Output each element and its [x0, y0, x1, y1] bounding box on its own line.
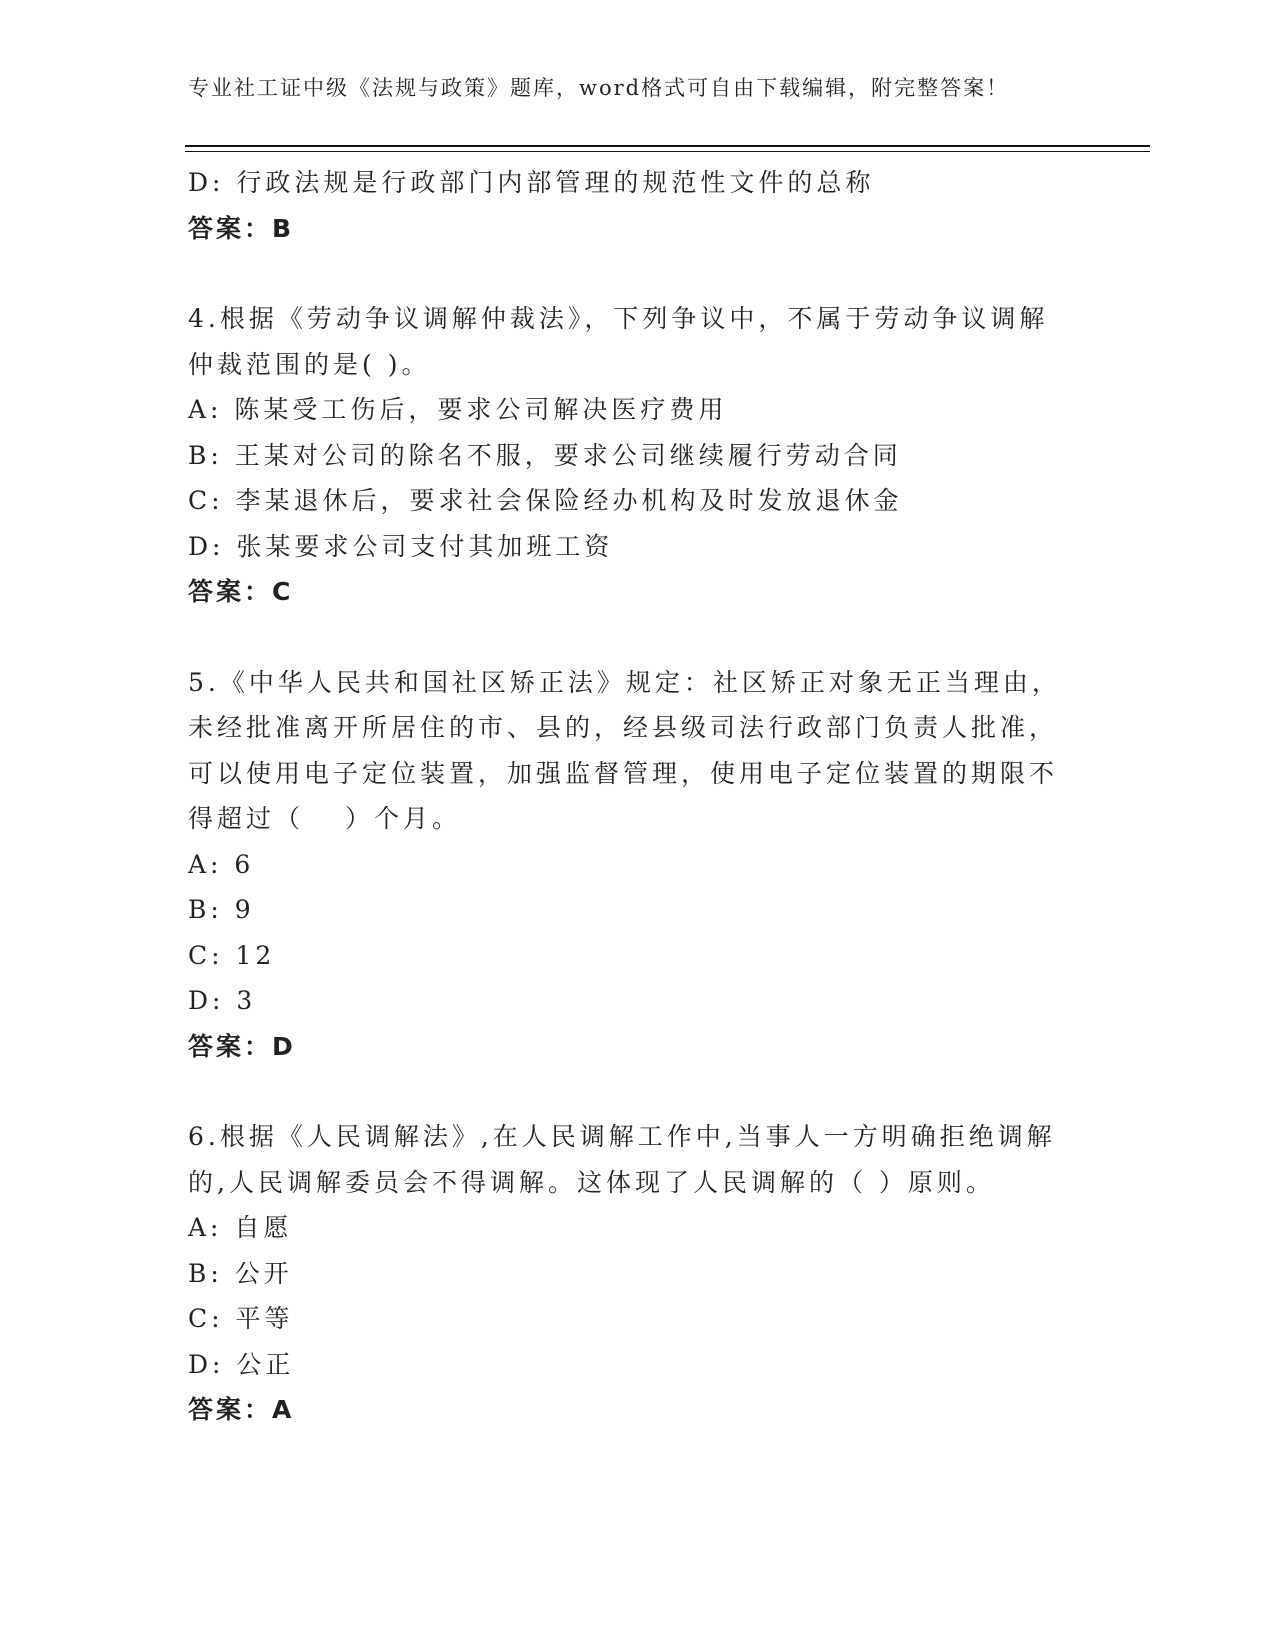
q6-option-b: B: 公开 — [188, 1258, 293, 1288]
q5-option-c: C: 12 — [188, 940, 276, 970]
q5-option-d: D: 3 — [188, 986, 257, 1015]
q5-stem: 5.《中华人民共和国社区矫正法》规定：社区矫正对象无正当理由， — [188, 667, 1061, 697]
q4-stem: 仲裁范围的是( )。 — [188, 349, 431, 379]
q4-option-a: A: 陈某受工伤后，要求公司解决医疗费用 — [188, 395, 728, 424]
q4-option-d: D: 张某要求公司支付其加班工资 — [188, 531, 614, 561]
q4-stem: 4.根据《劳动争议调解仲裁法》，下列争议中，不属于劳动争议调解 — [188, 304, 1049, 333]
q3-option-d: D: 行政法规是行政部门内部管理的规范性文件的总称 — [188, 168, 875, 197]
question-content — [188, 160, 1088, 1433]
q5-option-b: B: 9 — [188, 895, 255, 924]
q6-stem: 6.根据《人民调解法》,在人民调解工作中,当事人一方明确拒绝调解 — [188, 1122, 1056, 1151]
q5-answer: 答案：D — [188, 1031, 296, 1061]
spacer — [188, 615, 1088, 660]
q4-answer: 答案：C — [188, 577, 294, 606]
q5-stem: 未经批准离开所居住的市、县的，经县级司法行政部门负责人批准， — [188, 713, 1059, 742]
q6-stem: 的,人民调解委员会不得调解。这体现了人民调解的（ ）原则。 — [188, 1167, 995, 1197]
q6-option-a: A: 自愿 — [188, 1213, 293, 1242]
header-rule-thin — [185, 151, 1150, 152]
q6-option-d: D: 公正 — [188, 1349, 295, 1379]
header-rule-thick — [185, 145, 1150, 147]
q4-option-c: C: 李某退休后，要求社会保险经办机构及时发放退休金 — [188, 486, 903, 515]
q5-stem: 可以使用电子定位装置，加强监督管理，使用电子定位装置的期限不 — [188, 758, 1059, 788]
q5-stem: 得超过（ ）个月。 — [188, 804, 461, 833]
page-header: 专业社工证中级《法规与政策》题库，word格式可自由下载编辑，附完整答案！ — [188, 76, 1010, 100]
q6-option-c: C: 平等 — [188, 1304, 294, 1333]
q3-answer: 答案：B — [188, 213, 295, 243]
q6-answer: 答案：A — [188, 1395, 295, 1424]
q5-option-a: A: 6 — [188, 849, 255, 879]
spacer — [188, 1069, 1088, 1114]
spacer — [188, 251, 1088, 296]
q4-option-b: B: 王某对公司的除名不服，要求公司继续履行劳动合同 — [188, 440, 902, 470]
